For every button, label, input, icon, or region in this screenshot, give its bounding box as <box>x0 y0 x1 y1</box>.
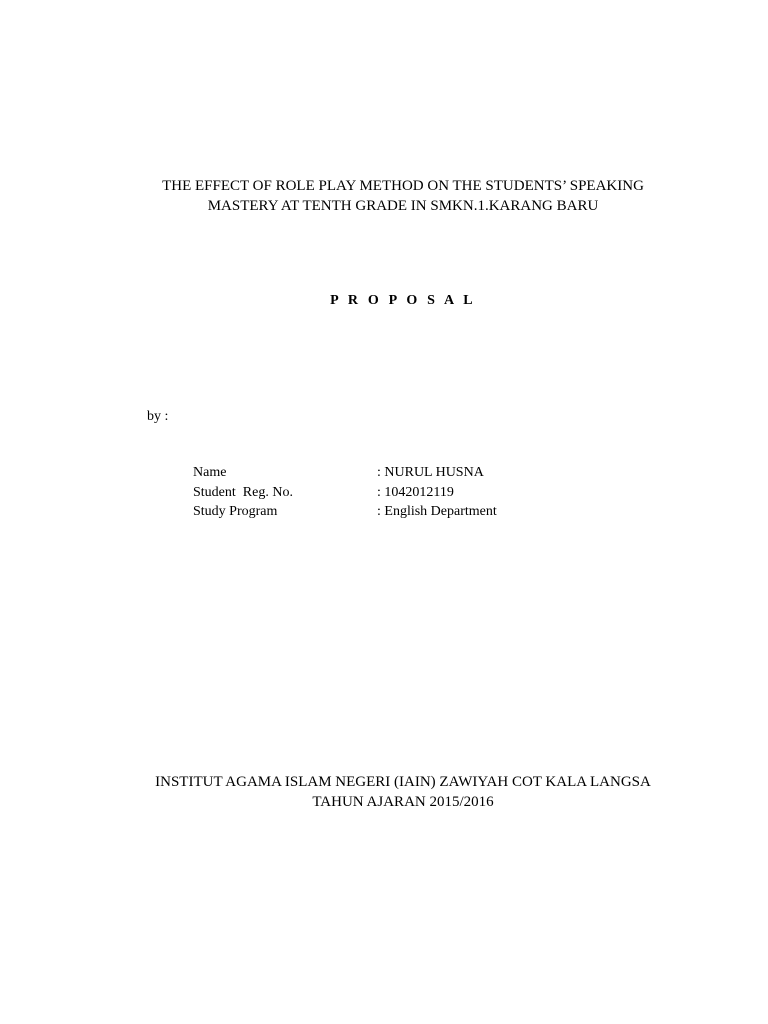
author-by-label: by : <box>147 409 169 424</box>
info-value-study-program: : English Department <box>377 504 497 519</box>
info-label-study-program: Study Program <box>193 504 278 519</box>
document-title <box>0 176 768 216</box>
info-value-name: : NURUL HUSNA <box>377 465 484 480</box>
document-type-heading: P R O P O S A L <box>330 293 476 308</box>
title-line-2: MASTERY AT TENTH GRADE IN SMKN.1.KARANG BARU <box>207 198 599 214</box>
title-line-1: THE EFFECT OF ROLE PLAY METHOD ON THE STUDENTS’ SPEAKING <box>162 178 644 194</box>
institution-name: INSTITUT AGAMA ISLAM NEGERI (IAIN) ZAWIYAH COT KALA LANGSA <box>155 774 651 790</box>
info-value-reg-no: : 1042012119 <box>377 484 454 500</box>
academic-year: TAHUN AJARAN 2015/2016 <box>312 794 494 810</box>
institution-block <box>0 772 768 812</box>
info-label-reg-no: Student Reg. No. <box>193 484 293 500</box>
info-label-name: Name <box>193 465 227 480</box>
